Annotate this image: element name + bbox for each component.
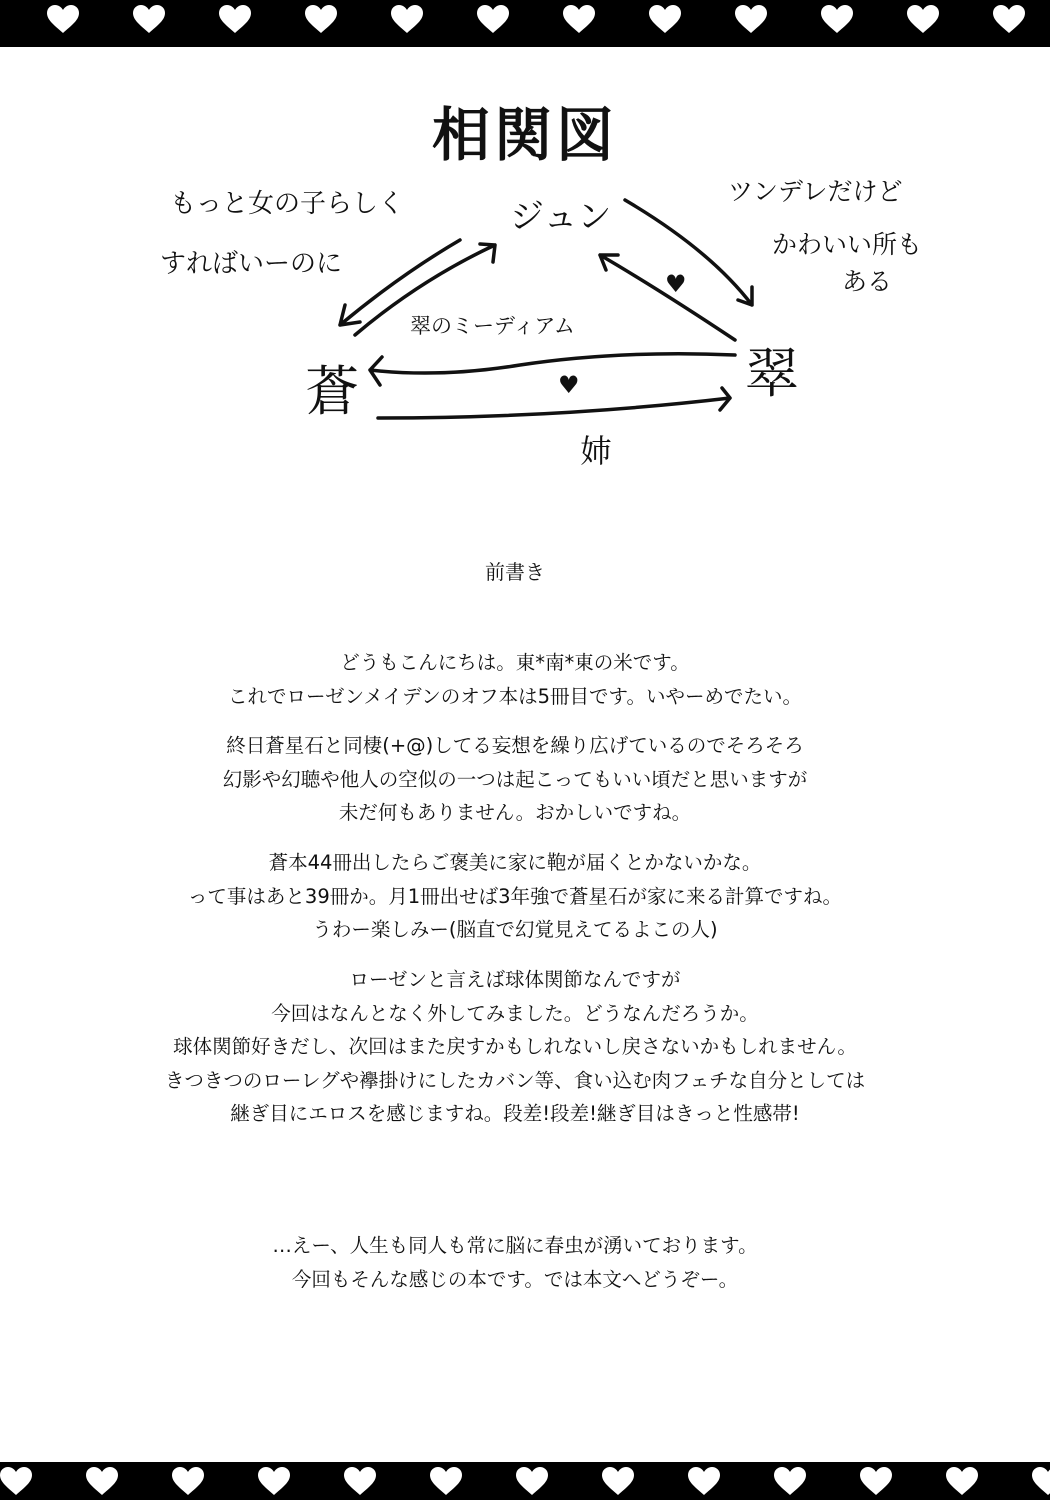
text-line: きつきつのローレグや襷掛けにしたカバン等、食い込む肉フェチな自分としては — [164, 1068, 866, 1092]
heart-icon — [304, 4, 338, 34]
note-sou-to-jun-1: もっと女の子らしく — [170, 189, 405, 219]
text-line: 今回はなんとなく外してみました。どうなんだろうか。 — [271, 1001, 759, 1025]
heart-icon — [734, 4, 768, 34]
heart-icon — [132, 4, 166, 34]
relationship-diagram — [0, 150, 1050, 480]
text-line: って事はあと39冊か。月1冊出せば3年強で蒼星石が家に来る計算ですね。 — [187, 884, 843, 908]
heart-icon — [46, 4, 80, 34]
heart-icon — [429, 1466, 463, 1496]
heart-icon — [601, 1466, 635, 1496]
heart-icon — [859, 1466, 893, 1496]
text-line: 蒼本44冊出したらご褒美に家に鞄が届くとかないかな。 — [268, 851, 762, 874]
note-jun-to-sui-3: ある — [842, 267, 893, 296]
note-sou-to-jun-2: すればいーのに — [160, 249, 343, 279]
heart-icon — [687, 1466, 721, 1496]
node-jun: ジュン — [510, 197, 612, 237]
heart-icon — [0, 1466, 33, 1496]
heart-icon — [515, 1466, 549, 1496]
text-line: 継ぎ目にエロスを感じますね。段差!段差!継ぎ目はきっと性感帯! — [230, 1102, 800, 1125]
preface-heading: 前書き — [485, 560, 545, 584]
heart-icon — [343, 1466, 377, 1496]
heart-border-bottom — [0, 1462, 1050, 1500]
heart-border-top — [0, 0, 1050, 47]
note-jun-to-sui-1: ツンデレだけど — [728, 177, 903, 206]
heart-icon — [476, 4, 510, 34]
heart-icon — [85, 1466, 119, 1496]
arrow-jun-to-sui — [625, 200, 752, 305]
text-line: 幻影や幻聴や他人の空似の一つは起こってもいい頃だと思いますが — [222, 767, 808, 791]
text-line: 今回もそんな感じの本です。では本文へどうぞー。 — [291, 1267, 739, 1291]
note-sou-to-sui: 姉 — [580, 432, 613, 470]
heart-icon — [390, 4, 424, 34]
heart-icon — [257, 1466, 291, 1496]
text-line: うわー楽しみー(脳直で幻覚見えてるよこの人) — [312, 918, 718, 941]
text-line: ローゼンと言えば球体関節なんですが — [349, 968, 681, 991]
text-line: どうもこんにちは。東*南*東の米です。 — [340, 651, 690, 674]
node-sou: 蒼 — [305, 360, 359, 423]
preface-paragraph-2 — [0, 729, 1030, 830]
text-line: 球体関節好きだし、次回はまた戻すかもしれないし戻さないかもしれません。 — [173, 1035, 857, 1058]
preface-paragraph-5 — [0, 1229, 1030, 1296]
preface-paragraph-1 — [0, 646, 1030, 713]
text-line: これでローゼンメイデンのオフ本は5冊目です。いやーめでたい。 — [227, 684, 802, 708]
heart-icon: ♥ — [665, 270, 687, 298]
preface-paragraph-4 — [0, 963, 1030, 1131]
page-title: 相関図 — [431, 101, 618, 169]
heart-icon — [906, 4, 940, 34]
text-line: 未だ何もありません。おかしいですね。 — [338, 801, 692, 824]
heart-icon — [820, 4, 854, 34]
preface-paragraph-3 — [0, 846, 1030, 947]
text-line: 終日蒼星石と同棲(+@)してる妄想を繰り広げているのでそろそろ — [226, 734, 804, 757]
node-sui: 翠 — [745, 342, 799, 405]
heart-icon — [992, 4, 1026, 34]
heart-icon — [171, 1466, 205, 1496]
heart-icon: ♥ — [558, 371, 580, 399]
note-jun-to-sui-2: かわいい所も — [772, 230, 923, 259]
heart-icon — [218, 4, 252, 34]
heart-icon — [648, 4, 682, 34]
arrow-jun-to-sou — [340, 240, 460, 325]
heart-icon — [562, 4, 596, 34]
arrow-sui-to-sou — [370, 354, 735, 385]
heart-icon — [945, 1466, 979, 1496]
heart-icon — [1031, 1466, 1050, 1496]
arrow-sou-to-sui — [378, 388, 730, 418]
heart-icon — [773, 1466, 807, 1496]
text-line: …えー、人生も同人も常に脳に春虫が湧いております。 — [272, 1234, 758, 1257]
note-jun-to-sou: 翠のミーディアム — [410, 314, 575, 338]
